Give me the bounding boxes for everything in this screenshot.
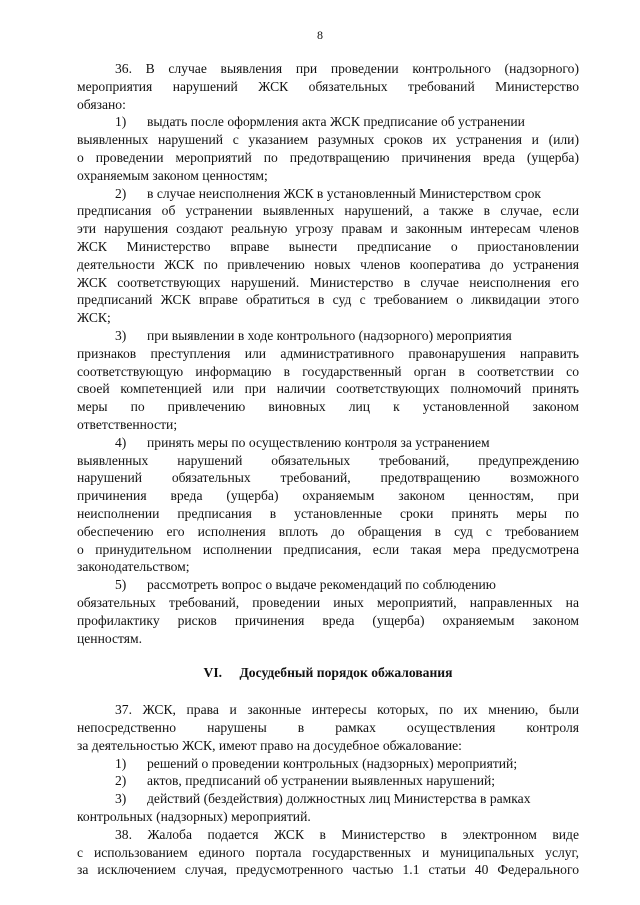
text-line	[77, 576, 579, 594]
text-line: своей компетенцией или при наличии соответствующих полномочий принять	[77, 381, 579, 397]
list-item-number: 2)	[115, 185, 127, 201]
list-item-text: при выявлении в ходе контрольного (надзорного) мероприятия	[147, 327, 512, 343]
text-line: за деятельностью ЖСК, имеют право на досудебное обжалование:	[77, 737, 462, 753]
text-line: обязательных требований, проведении иных мероприятий, направленных на	[77, 594, 579, 610]
text-line: обеспечению его исполнения вплоть до обращения в суд с требованием	[77, 523, 579, 539]
list-item-text: актов, предписаний об устранении выявленных нарушений;	[147, 773, 496, 789]
section-vi-text	[77, 701, 579, 879]
text-line: охраняемым законом ценностям;	[77, 167, 268, 183]
text-line	[77, 790, 579, 808]
list-item-number: 3)	[115, 327, 127, 343]
text-line: неисполнении предписания в установленные сроки принять меры по	[77, 505, 579, 521]
text-line: профилактику рисков причинения вреда (ущерба) охраняемым законом	[77, 612, 579, 628]
text-line: признаков преступления или административного правонарушения направить	[77, 345, 579, 361]
page-number: 8	[317, 28, 323, 42]
text-line: эти нарушения создают реальную угрозу правам и законным интересам членов	[77, 221, 579, 237]
text-line: с использованием единого портала государственных и муниципальных услуг,	[77, 844, 579, 860]
section-heading	[77, 663, 579, 683]
list-item-number: 4)	[115, 434, 127, 450]
list-item-number: 5)	[115, 577, 127, 593]
text-line: выявленных нарушений с указанием разумных сроков их устранения и (или)	[77, 132, 579, 148]
text-line: 38. Жалоба подается ЖСК в Министерство в электронном виде	[115, 826, 579, 842]
text-line: соответствующую информацию в государственный орган в соответствии со	[77, 363, 579, 379]
text-line: деятельности ЖСК по привлечению новых членов кооператива до устранения	[77, 256, 579, 272]
text-line: ответственности;	[77, 416, 178, 432]
list-item-text: принять меры по осуществлению контроля за устранением	[147, 434, 490, 450]
text-line: о проведении мероприятий по предотвращению причинения вреда (ущерба)	[77, 149, 579, 165]
text-line: ЖСК;	[77, 310, 111, 326]
list-item-number: 1)	[115, 755, 127, 771]
text-line: непосредственно нарушены в рамках осуществления контроля	[77, 720, 579, 736]
section-title: Досудебный порядок обжалования	[239, 665, 453, 681]
text-line: за исключением случая, предусмотренного частью 1.1 статьи 40 Федерального	[77, 862, 579, 878]
list-item-text: решений о проведении контрольных (надзорных) мероприятий;	[147, 755, 518, 771]
text-line	[77, 113, 579, 131]
section-v-text	[77, 60, 579, 647]
text-line: контрольных (надзорных) мероприятий.	[77, 809, 311, 825]
text-line: предписаний ЖСК вправе обратиться в суд с требованием о ликвидации этого	[77, 292, 579, 308]
text-line: 36. В случае выявления при проведении контрольного (надзорного)	[115, 61, 579, 76]
text-line: 37. ЖСК, права и законные интересы которых, по их мнению, были	[115, 702, 579, 718]
list-item-number: 1)	[115, 114, 127, 130]
text-line: нарушений обязательных требований, предотвращению возможного	[77, 470, 579, 486]
text-line: ЖСК соответствующих нарушений. Министерство в случае неисполнения его	[77, 274, 579, 290]
text-line: о принудительном исполнении предписания, если такая мера предусмотрена	[77, 541, 579, 557]
list-item-text: действий (бездействия) должностных лиц Министерства в рамках	[147, 791, 531, 807]
text-line: ценностям.	[77, 630, 143, 646]
list-item-number: 3)	[115, 791, 127, 807]
text-line: меры по привлечению виновных лиц к установленной законом	[77, 399, 579, 415]
document-body	[77, 60, 579, 879]
list-item-text: рассмотреть вопрос о выдаче рекомендаций по соблюдению	[147, 577, 496, 593]
list-item-number: 2)	[115, 773, 127, 789]
list-item-text: в случае неисполнения ЖСК в установленный Министерством срок	[147, 185, 541, 201]
text-line: выявленных нарушений обязательных требований, предупреждению	[77, 452, 579, 468]
text-line: обязано:	[77, 96, 126, 112]
text-line	[77, 185, 579, 203]
text-line	[77, 434, 579, 452]
list-item-text: выдать после оформления акта ЖСК предписание об устранении	[147, 114, 525, 130]
text-line: мероприятия нарушений ЖСК обязательных требований Министерство	[77, 78, 579, 94]
text-line	[77, 755, 579, 773]
text-line	[77, 772, 579, 790]
text-line: причинения вреда (ущерба) охраняемым законом ценностям, при	[77, 488, 579, 504]
text-line: законодательством;	[77, 559, 190, 575]
text-line	[77, 327, 579, 345]
text-line: предписания об устранении выявленных нарушений, а также в случае, если	[77, 203, 579, 219]
text-line: ЖСК Министерство вправе вынести предписание о приостановлении	[77, 238, 579, 254]
section-number: VI.	[203, 665, 223, 681]
